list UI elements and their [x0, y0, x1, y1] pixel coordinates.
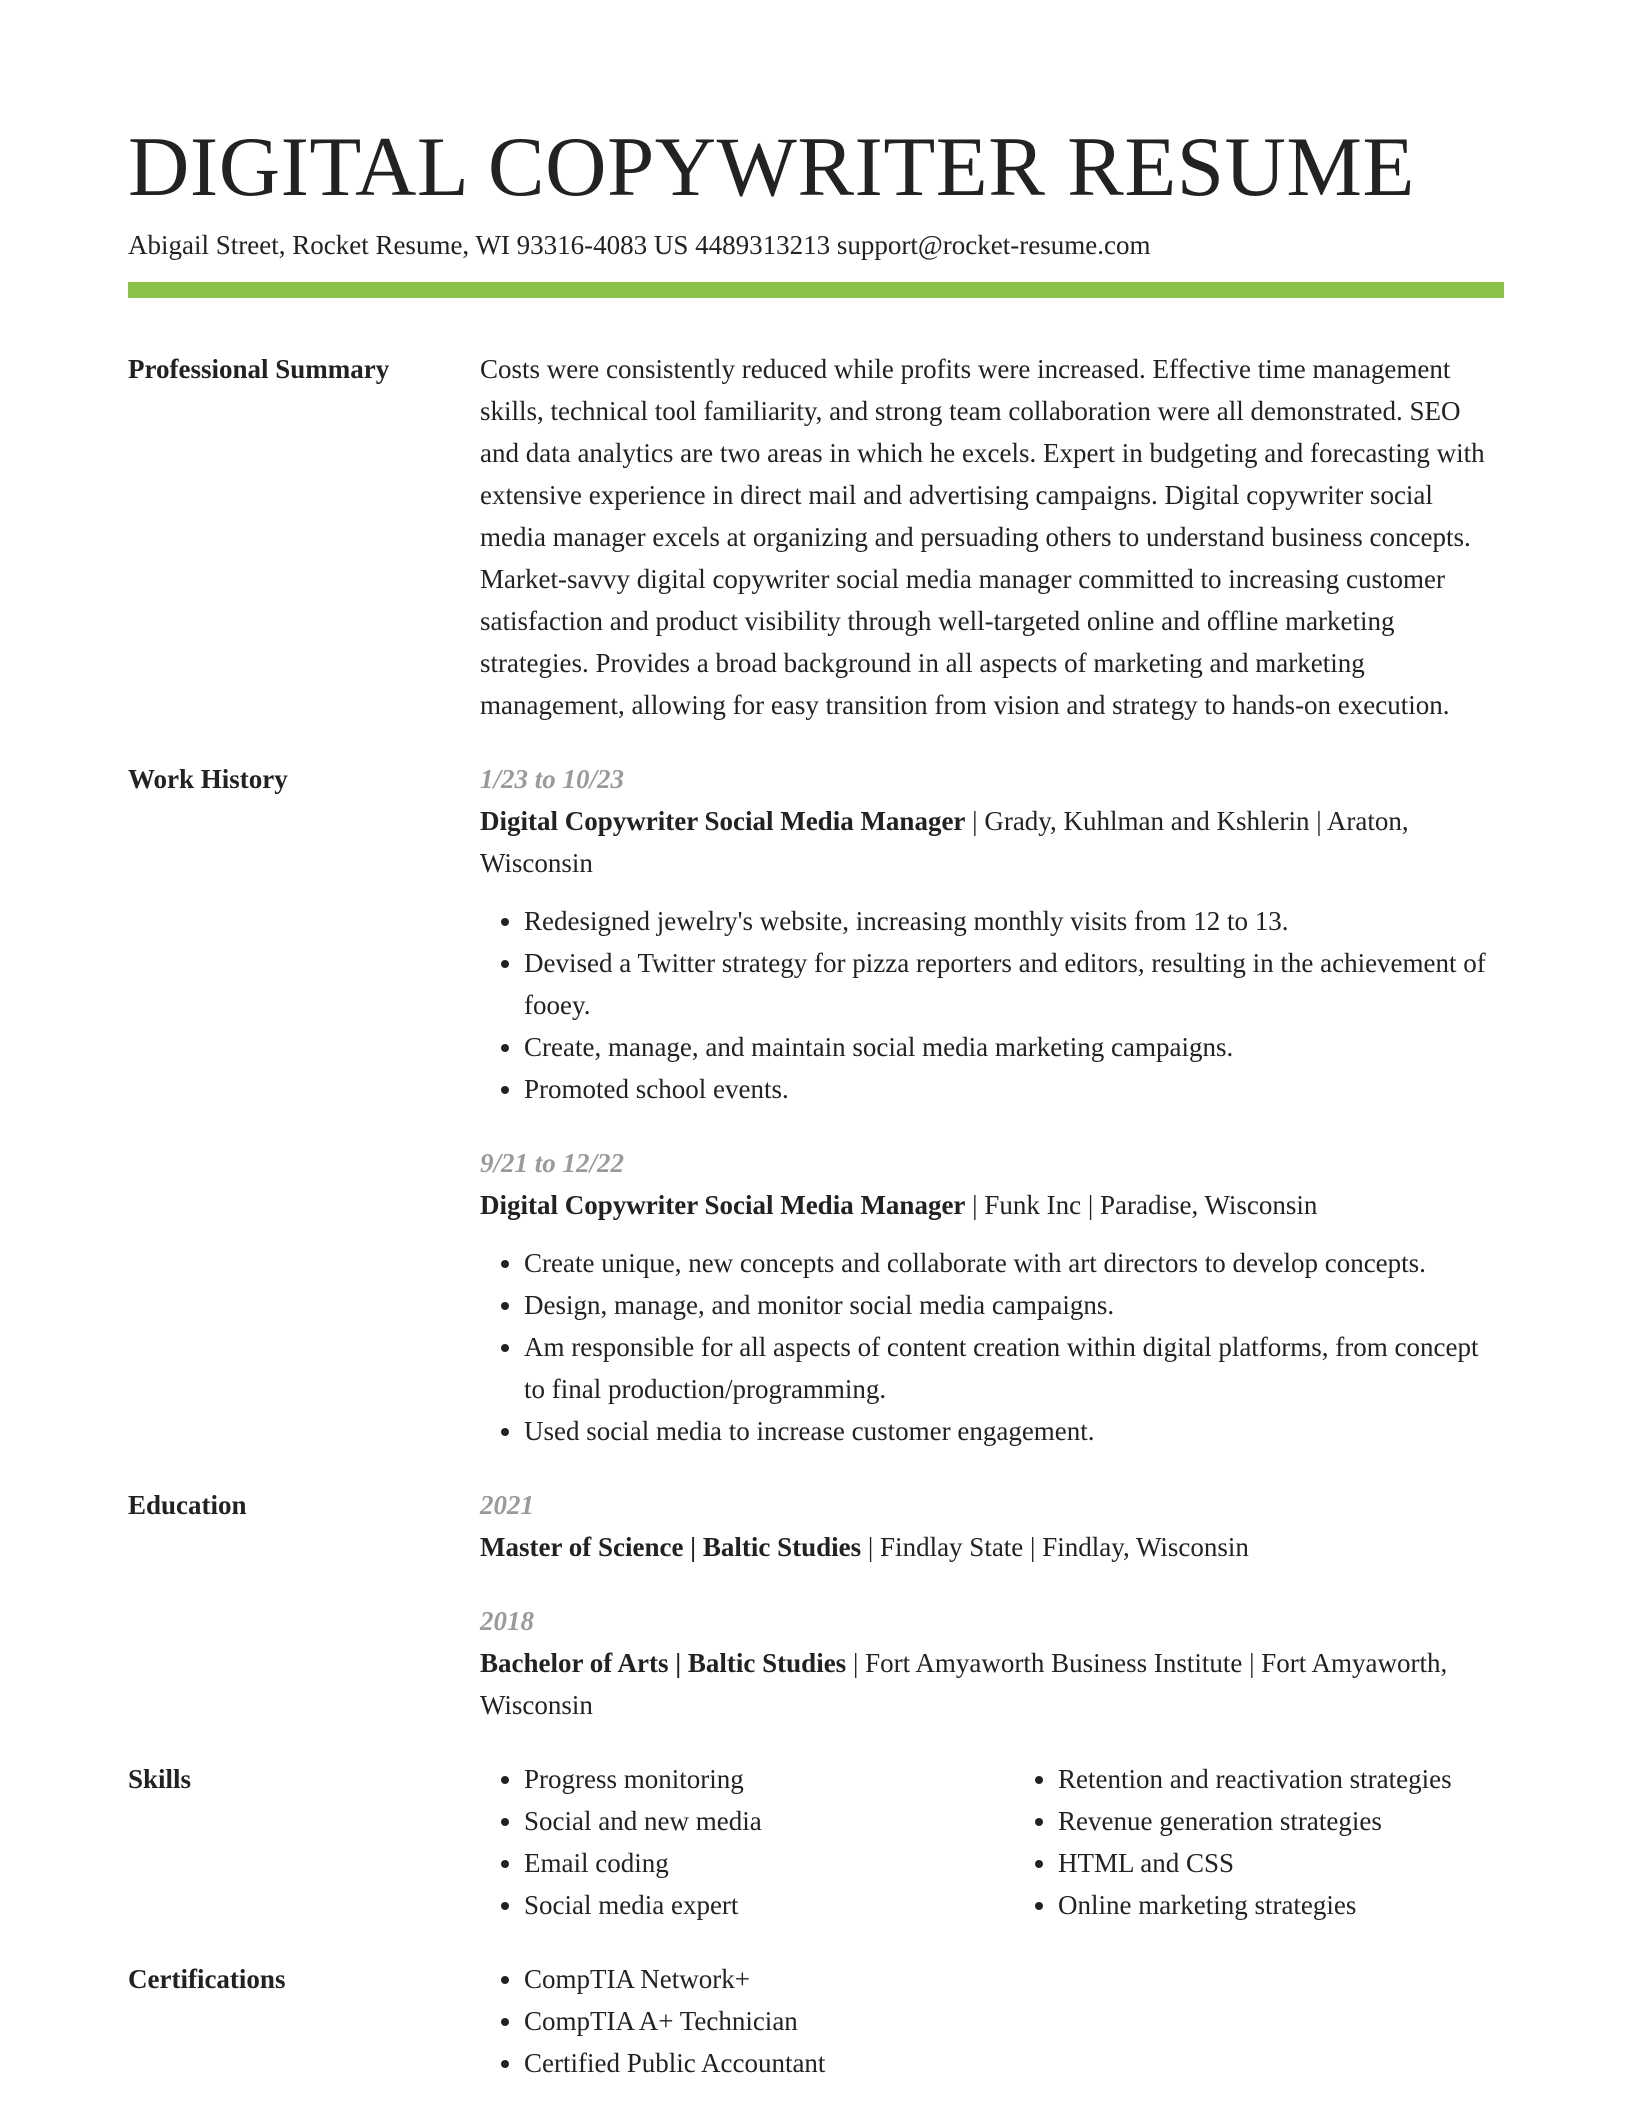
list-item: • Devised a Twitter strategy for pizza reporters and editors, resulting in the achievement of fooey.	[524, 942, 1504, 1026]
section-education	[128, 1484, 1504, 1726]
section-label: Skills	[128, 1764, 192, 1794]
education-entry	[480, 1600, 1504, 1726]
section-skills	[128, 1758, 1504, 1926]
resume-page	[128, 0, 1504, 2084]
list-item: • Create, manage, and maintain social media marketing campaigns.	[524, 1026, 1504, 1068]
list-item: • Create unique, new concepts and collaborate with art directors to develop concepts.	[524, 1242, 1504, 1284]
list-item: • Online marketing strategies	[1058, 1884, 1504, 1926]
job-title: Digital Copywriter Social Media Manager	[480, 1190, 966, 1220]
school-details: | Fort Amyaworth Business Institute | Fort Amyaworth, Wisconsin	[480, 1648, 1448, 1720]
list-item: • Used social media to increase customer engagement.	[524, 1410, 1504, 1452]
list-item: • Social and new media	[524, 1800, 970, 1842]
work-entries	[480, 758, 1504, 1452]
list-item: • Promoted school events.	[524, 1068, 1504, 1110]
degree: Bachelor of Arts | Baltic Studies	[480, 1648, 847, 1678]
job-heading	[480, 800, 1504, 884]
list-item: • Retention and reactivation strategies	[1058, 1758, 1504, 1800]
education-heading	[480, 1526, 1504, 1568]
job-title: Digital Copywriter Social Media Manager	[480, 806, 966, 836]
list-item: • CompTIA A+ Technician	[524, 2000, 1504, 2042]
section-label: Professional Summary	[128, 354, 390, 384]
list-item: • Social media expert	[524, 1884, 970, 1926]
education-entry	[480, 1484, 1504, 1568]
section-work-history	[128, 758, 1504, 1452]
section-label: Education	[128, 1490, 247, 1520]
job-date: 1/23 to 10/23	[480, 764, 625, 794]
job-entry	[480, 758, 1504, 1110]
education-date: 2018	[480, 1606, 534, 1636]
job-details: | Funk Inc | Paradise, Wisconsin	[965, 1190, 1318, 1220]
school-details: | Findlay State | Findlay, Wisconsin	[861, 1532, 1249, 1562]
list-item: • Progress monitoring	[524, 1758, 970, 1800]
job-details: | Grady, Kuhlman and Kshlerin | Araton, Wisconsin	[480, 806, 1409, 878]
list-item: • Redesigned jewelry's website, increasing monthly visits from 12 to 13.	[524, 900, 1504, 942]
section-label: Work History	[128, 764, 288, 794]
list-item: • Design, manage, and monitor social media campaigns.	[524, 1284, 1504, 1326]
resume-title: DIGITAL COPYWRITER RESUME	[128, 120, 1415, 214]
list-item: • HTML and CSS	[1058, 1842, 1504, 1884]
skills-list-left	[480, 1758, 970, 1926]
section-label: Certifications	[128, 1964, 286, 1994]
header-divider	[128, 282, 1504, 298]
section-professional-summary	[128, 348, 1504, 726]
list-item: • Email coding	[524, 1842, 970, 1884]
job-bullets	[480, 1242, 1504, 1452]
job-date: 9/21 to 12/22	[480, 1148, 625, 1178]
skills-columns	[480, 1758, 1504, 1926]
list-item: • Am responsible for all aspects of content creation within digital platforms, from concept to final production/programming.	[524, 1326, 1504, 1410]
certifications-body	[480, 1958, 1504, 2084]
list-item: • Certified Public Accountant	[524, 2042, 1504, 2084]
job-bullets	[480, 900, 1504, 1110]
summary-text: Costs were consistently reduced while profits were increased. Effective time management skills, technical tool familiarity, and strong team collaboration were all demonstrated. SEO and data analytics are two areas in which he excels. Expert in budgeting and forecasting with extensive experience in direct mail and advertising campaigns. Digital copywriter social media manager excels at organizing and persuading others to understand business concepts. Market-savvy digital copywriter social media manager committed to increasing customer satisfaction and product visibility through well-targeted online and offline marketing strategies. Provides a broad background in all aspects of marketing and marketing management, allowing for easy transition from vision and strategy to hands-on execution.	[480, 354, 1485, 720]
education-date: 2021	[480, 1490, 534, 1520]
degree: Master of Science | Baltic Studies	[480, 1532, 862, 1562]
section-certifications	[128, 1958, 1504, 2084]
job-heading	[480, 1184, 1504, 1226]
certifications-list	[480, 1958, 1504, 2084]
job-entry	[480, 1142, 1504, 1452]
contact-line: Abigail Street, Rocket Resume, WI 93316-4083 US 4489313213 support@rocket-resume.com	[128, 230, 1151, 260]
education-heading	[480, 1642, 1504, 1726]
list-item: • CompTIA Network+	[524, 1958, 1504, 2000]
skills-list-right	[1014, 1758, 1504, 1926]
list-item: • Revenue generation strategies	[1058, 1800, 1504, 1842]
education-entries	[480, 1484, 1504, 1726]
